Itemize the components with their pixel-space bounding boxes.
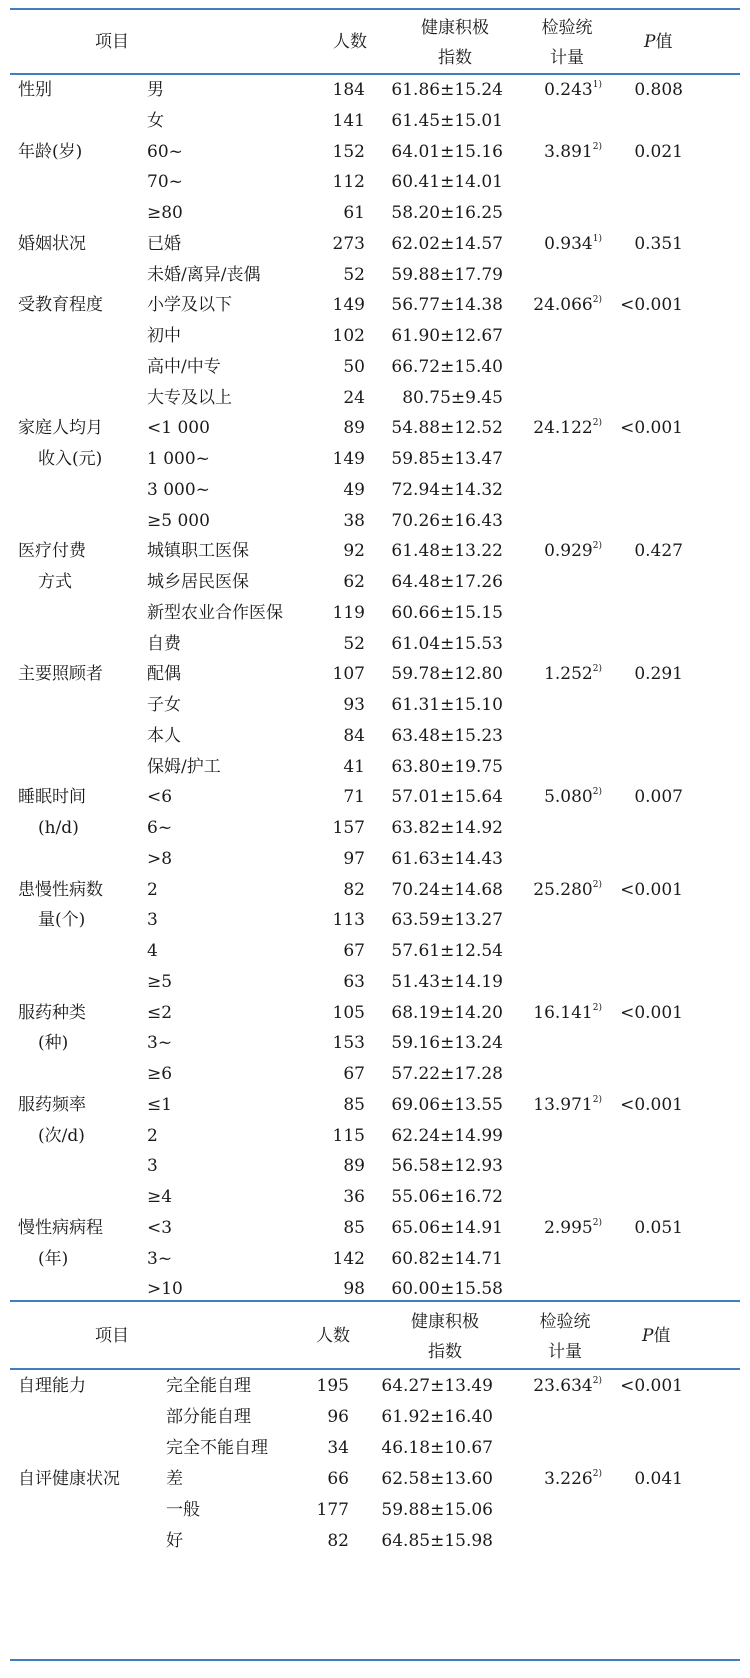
statistic-number: 3.891 <box>544 141 593 162</box>
subgroup-label: 城镇职工医保 <box>147 541 249 562</box>
table-row <box>10 382 740 415</box>
p-symbol: P <box>642 1326 654 1346</box>
index-value: 51.43±14.19 <box>391 971 503 992</box>
index-value: 60.00±15.58 <box>391 1279 503 1300</box>
p-value: <0.001 <box>620 1376 683 1396</box>
header2-item: 项目 <box>95 1326 129 1346</box>
count-value: 142 <box>332 1248 365 1269</box>
table-row <box>10 874 740 907</box>
statistic-value <box>500 1370 602 1403</box>
statistic-footnote: 2) <box>592 418 602 429</box>
header2-count: 人数 <box>316 1326 350 1346</box>
p-value: <0.001 <box>620 418 683 439</box>
table-row <box>10 1370 740 1403</box>
subgroup-label: >10 <box>147 1279 183 1300</box>
statistic-footnote: 1) <box>592 80 602 90</box>
subgroup-label: <3 <box>147 1217 173 1238</box>
index-value: 59.88±17.79 <box>391 264 503 285</box>
index-value: 62.24±14.99 <box>391 1125 503 1146</box>
p-value: 0.291 <box>634 664 683 685</box>
subgroup-label: 小学及以下 <box>147 295 232 316</box>
subgroup-label: 3~ <box>147 1033 173 1054</box>
count-value: 149 <box>332 449 365 469</box>
table-row <box>10 658 740 691</box>
index-value: 56.77±14.38 <box>391 295 503 316</box>
count-value: 38 <box>343 510 365 531</box>
subgroup-label: 城乡居民医保 <box>147 572 249 592</box>
index-value: 61.92±16.40 <box>381 1407 493 1427</box>
count-value: 85 <box>343 1217 365 1238</box>
index-value: 64.01±15.16 <box>391 141 503 162</box>
p-suffix: 值 <box>653 1326 671 1346</box>
count-value: 113 <box>332 910 365 931</box>
count-value: 97 <box>343 848 365 869</box>
category-label: 服药频率 <box>18 1094 86 1115</box>
index-value: 54.88±12.52 <box>391 418 503 439</box>
index-value: 57.61±12.54 <box>391 941 503 961</box>
count-value: 52 <box>343 633 365 654</box>
table-row <box>10 1027 740 1060</box>
table-row <box>10 289 740 322</box>
statistic-number: 2.995 <box>544 1217 593 1238</box>
statistic-value <box>510 874 602 907</box>
statistic-footnote: 2) <box>592 1217 602 1228</box>
table-row <box>10 751 740 784</box>
statistic-value <box>510 289 602 322</box>
header2-stat-line1: 检验统 <box>539 1312 591 1332</box>
table-row <box>10 997 740 1030</box>
table-row <box>10 443 740 476</box>
statistic-number: 24.066 <box>533 295 593 316</box>
count-value: 153 <box>332 1033 365 1054</box>
section-rule <box>10 1300 740 1302</box>
table-row <box>10 259 740 292</box>
subgroup-label: ≤1 <box>147 1094 173 1115</box>
table-row <box>10 74 740 107</box>
category-label: 自评健康状况 <box>18 1469 120 1489</box>
category-label: 收入(元) <box>38 449 103 469</box>
index-value: 64.85±15.98 <box>381 1531 493 1551</box>
count-value: 89 <box>343 1156 365 1177</box>
index-value: 62.02±14.57 <box>391 233 503 254</box>
statistic-number: 16.141 <box>533 1002 593 1023</box>
statistic-number: 1.252 <box>544 664 593 685</box>
count-value: 85 <box>343 1094 365 1115</box>
statistic-number: 3.226 <box>544 1469 593 1489</box>
count-value: 63 <box>343 971 365 992</box>
count-value: 98 <box>343 1279 365 1300</box>
subgroup-label: 70~ <box>147 172 183 193</box>
category-label: 慢性病病程 <box>18 1217 103 1238</box>
count-value: 195 <box>316 1376 349 1396</box>
category-label: 性别 <box>18 80 52 100</box>
subgroup-label: 60~ <box>147 141 183 162</box>
count-value: 115 <box>332 1125 365 1146</box>
count-value: 92 <box>343 541 365 562</box>
index-value: 60.82±14.71 <box>391 1248 503 1269</box>
category-label: 量(个) <box>38 910 86 931</box>
count-value: 177 <box>316 1500 349 1520</box>
count-value: 112 <box>332 172 365 193</box>
index-value: 56.58±12.93 <box>391 1156 503 1177</box>
count-value: 273 <box>332 233 365 254</box>
index-value: 61.90±12.67 <box>391 326 503 346</box>
index-value: 70.24±14.68 <box>391 879 503 900</box>
p-value: 0.427 <box>634 541 683 562</box>
count-value: 105 <box>332 1002 365 1023</box>
statistic-value <box>510 997 602 1030</box>
index-value: 63.59±13.27 <box>391 910 503 931</box>
table-row <box>10 320 740 353</box>
p-suffix: 值 <box>655 32 673 52</box>
index-value: 68.19±14.20 <box>391 1002 503 1023</box>
bottom-rule <box>10 1659 740 1661</box>
count-value: 107 <box>332 664 365 685</box>
statistic-footnote: 2) <box>592 141 602 152</box>
subgroup-label: 4 <box>147 941 158 961</box>
index-value: 60.66±15.15 <box>391 602 503 623</box>
table-row <box>10 843 740 876</box>
subgroup-label: 1 000~ <box>147 449 210 469</box>
subgroup-label: 完全能自理 <box>166 1376 251 1396</box>
subgroup-label: 已婚 <box>147 233 181 254</box>
index-value: 64.27±13.49 <box>381 1376 493 1396</box>
category-label: 医疗付费 <box>18 541 86 562</box>
p-symbol: P <box>644 32 656 52</box>
subgroup-label: 好 <box>166 1531 183 1551</box>
category-label: 受教育程度 <box>18 295 103 316</box>
count-value: 96 <box>327 1407 349 1427</box>
index-value: 64.48±17.26 <box>391 572 503 592</box>
index-value: 66.72±15.40 <box>391 356 503 377</box>
category-label: (年) <box>38 1248 69 1269</box>
table-row <box>10 720 740 753</box>
table-row <box>10 1494 740 1527</box>
p-value: 0.021 <box>634 141 683 162</box>
subgroup-label: 子女 <box>147 695 181 715</box>
header-item: 项目 <box>95 32 129 52</box>
count-value: 152 <box>332 141 365 162</box>
subgroup-label: >8 <box>147 848 173 869</box>
statistic-value <box>510 658 602 691</box>
table-row <box>10 1212 740 1245</box>
count-value: 82 <box>327 1531 349 1551</box>
table-row <box>10 105 740 138</box>
category-label: 婚姻状况 <box>18 233 86 254</box>
table-row <box>10 966 740 999</box>
subgroup-label: <6 <box>147 787 173 808</box>
statistic-value <box>510 535 602 568</box>
index-value: 63.80±19.75 <box>391 756 503 777</box>
p-value: 0.041 <box>634 1469 683 1489</box>
p-value: 0.351 <box>634 233 683 254</box>
table-row <box>10 904 740 937</box>
statistic-number: 0.243 <box>544 80 593 100</box>
statistic-value <box>510 228 602 261</box>
p-value: 0.007 <box>634 787 683 808</box>
subgroup-label: 未婚/离异/丧偶 <box>147 264 261 285</box>
index-value: 72.94±14.32 <box>391 479 503 500</box>
header2-index-line2: 指数 <box>428 1342 462 1362</box>
table-row <box>10 781 740 814</box>
subgroup-label: ≥4 <box>147 1187 173 1207</box>
table-row <box>10 1243 740 1276</box>
statistic-value <box>510 1089 602 1122</box>
header-index-line1: 健康积极 <box>421 18 489 38</box>
index-value: 57.01±15.64 <box>391 787 503 808</box>
statistic-value <box>510 74 602 107</box>
statistic-footnote: 2) <box>592 541 602 552</box>
statistic-number: 25.280 <box>533 879 593 900</box>
p-value: <0.001 <box>620 1002 683 1023</box>
index-value: 65.06±14.91 <box>391 1217 503 1238</box>
statistic-number: 5.080 <box>544 787 593 808</box>
table-row <box>10 535 740 568</box>
header-stat-line1: 检验统 <box>541 18 593 38</box>
index-value: 69.06±13.55 <box>391 1094 503 1115</box>
table-row <box>10 166 740 199</box>
index-value: 61.31±15.10 <box>391 695 503 715</box>
count-value: 157 <box>332 818 365 838</box>
table-row <box>10 566 740 599</box>
subgroup-label: 高中/中专 <box>147 356 221 377</box>
index-value: 61.45±15.01 <box>391 110 503 131</box>
statistic-number: 24.122 <box>533 418 593 439</box>
table-row <box>10 628 740 661</box>
index-value: 59.85±13.47 <box>391 449 503 469</box>
statistic-value <box>500 1463 602 1496</box>
category-label: 自理能力 <box>18 1376 86 1396</box>
category-label: 服药种类 <box>18 1002 86 1023</box>
count-value: 67 <box>343 1064 365 1084</box>
count-value: 24 <box>343 387 365 408</box>
header-stat-line2: 计量 <box>550 48 584 68</box>
count-value: 89 <box>343 418 365 439</box>
count-value: 52 <box>343 264 365 285</box>
table-row <box>10 228 740 261</box>
category-label: 方式 <box>38 572 72 592</box>
subgroup-label: 完全不能自理 <box>166 1438 268 1458</box>
subgroup-label: 新型农业合作医保 <box>147 602 283 623</box>
statistic-footnote: 2) <box>592 664 602 675</box>
category-label: 睡眠时间 <box>18 787 86 808</box>
category-label: 主要照顾者 <box>18 664 103 685</box>
table-row <box>10 1120 740 1153</box>
count-value: 41 <box>343 756 365 777</box>
count-value: 71 <box>343 787 365 808</box>
count-value: 141 <box>332 110 365 131</box>
count-value: 93 <box>343 695 365 715</box>
subgroup-label: 女 <box>147 110 164 131</box>
count-value: 50 <box>343 356 365 377</box>
index-value: 58.20±16.25 <box>391 203 503 223</box>
table-row <box>10 597 740 630</box>
statistic-value <box>510 1212 602 1245</box>
count-value: 49 <box>343 479 365 500</box>
count-value: 66 <box>327 1469 349 1489</box>
index-value: 46.18±10.67 <box>381 1438 493 1458</box>
index-value: 60.41±14.01 <box>391 172 503 193</box>
header2-stat-line2: 计量 <box>548 1342 582 1362</box>
subgroup-label: 初中 <box>147 326 181 346</box>
table-row <box>10 812 740 845</box>
p-value: 0.051 <box>634 1217 683 1238</box>
category-label: 年龄(岁) <box>18 141 83 162</box>
subgroup-label: 大专及以上 <box>147 387 232 408</box>
statistic-footnote: 2) <box>592 1469 602 1479</box>
count-value: 184 <box>332 80 365 100</box>
subgroup-label: 自费 <box>147 633 181 654</box>
p-value: <0.001 <box>620 295 683 316</box>
count-value: 102 <box>332 326 365 346</box>
index-value: 61.63±14.43 <box>391 848 503 869</box>
index-value: 62.58±13.60 <box>381 1469 493 1489</box>
subgroup-label: 6~ <box>147 818 173 838</box>
table-row <box>10 136 740 169</box>
table-row <box>10 1401 740 1434</box>
table-row <box>10 1089 740 1122</box>
statistic-number: 13.971 <box>533 1094 593 1115</box>
count-value: 36 <box>343 1187 365 1207</box>
statistic-footnote: 2) <box>592 1002 602 1013</box>
subgroup-label: ≥6 <box>147 1064 173 1084</box>
table-row <box>10 1432 740 1465</box>
count-value: 62 <box>343 572 365 592</box>
subgroup-label: 一般 <box>166 1500 200 1520</box>
count-value: 34 <box>327 1438 349 1458</box>
table-row <box>10 1463 740 1496</box>
table-row <box>10 1150 740 1183</box>
header-count: 人数 <box>333 32 367 52</box>
statistic-footnote: 2) <box>592 1376 602 1386</box>
subgroup-label: ≥5 <box>147 971 173 992</box>
index-value: 61.48±13.22 <box>391 541 503 562</box>
subgroup-label: 本人 <box>147 725 181 746</box>
table-row <box>10 689 740 722</box>
p-value: <0.001 <box>620 879 683 900</box>
subgroup-label: 配偶 <box>147 664 181 685</box>
index-value: 80.75±9.45 <box>402 387 503 408</box>
statistic-number: 0.934 <box>544 233 593 254</box>
subgroup-label: ≥5 000 <box>147 510 210 531</box>
index-value: 63.82±14.92 <box>391 818 503 838</box>
count-value: 119 <box>332 602 365 623</box>
table-row <box>10 1525 740 1558</box>
top-rule <box>10 8 740 10</box>
p-value: <0.001 <box>620 1094 683 1115</box>
statistic-number: 0.929 <box>544 541 593 562</box>
subgroup-label: 保姆/护工 <box>147 756 221 777</box>
header2-p-value <box>642 1320 670 1353</box>
subgroup-label: 3 000~ <box>147 479 210 500</box>
index-value: 59.88±15.06 <box>381 1500 493 1520</box>
subgroup-label: 3 <box>147 1156 158 1177</box>
count-value: 84 <box>343 725 365 746</box>
statistic-footnote: 2) <box>592 1094 602 1105</box>
index-value: 61.86±15.24 <box>391 80 503 100</box>
statistic-footnote: 2) <box>592 295 602 306</box>
statistic-value <box>510 136 602 169</box>
subgroup-label: ≤2 <box>147 1002 173 1023</box>
subgroup-label: ≥80 <box>147 203 183 223</box>
p-value: 0.808 <box>634 80 683 100</box>
header-p-value <box>644 26 672 59</box>
index-value: 57.22±17.28 <box>391 1064 503 1084</box>
count-value: 149 <box>332 295 365 316</box>
index-value: 70.26±16.43 <box>391 510 503 531</box>
category-label: 患慢性病数 <box>18 879 103 900</box>
header2-index-line1: 健康积极 <box>411 1312 479 1332</box>
table-row <box>10 474 740 507</box>
index-value: 63.48±15.23 <box>391 725 503 746</box>
subgroup-label: 差 <box>166 1469 183 1489</box>
subgroup-label: <1 000 <box>147 418 210 439</box>
header-index-line2: 指数 <box>438 48 472 68</box>
subgroup-label: 2 <box>147 879 158 900</box>
count-value: 67 <box>343 941 365 961</box>
subgroup-label: 3 <box>147 910 158 931</box>
count-value: 61 <box>343 203 365 223</box>
table-row <box>10 1058 740 1091</box>
category-label: (种) <box>38 1033 69 1054</box>
statistic-number: 23.634 <box>533 1376 593 1396</box>
table-row <box>10 351 740 384</box>
table-row <box>10 505 740 538</box>
table-row <box>10 1181 740 1214</box>
category-label: (h/d) <box>38 818 79 838</box>
category-label: (次/d) <box>38 1125 85 1146</box>
table-row <box>10 412 740 445</box>
subgroup-label: 男 <box>147 80 164 100</box>
table-row <box>10 935 740 968</box>
statistic-footnote: 2) <box>592 787 602 798</box>
statistic-footnote: 1) <box>592 233 602 244</box>
count-value: 82 <box>343 879 365 900</box>
index-value: 55.06±16.72 <box>391 1187 503 1207</box>
subgroup-label: 3~ <box>147 1248 173 1269</box>
index-value: 61.04±15.53 <box>391 633 503 654</box>
category-label: 家庭人均月 <box>18 418 103 439</box>
subgroup-label: 2 <box>147 1125 158 1146</box>
subgroup-label: 部分能自理 <box>166 1407 251 1427</box>
statistic-footnote: 2) <box>592 879 602 890</box>
index-value: 59.16±13.24 <box>391 1033 503 1054</box>
statistic-value <box>510 781 602 814</box>
index-value: 59.78±12.80 <box>391 664 503 685</box>
table-row <box>10 197 740 230</box>
statistic-value <box>510 412 602 445</box>
